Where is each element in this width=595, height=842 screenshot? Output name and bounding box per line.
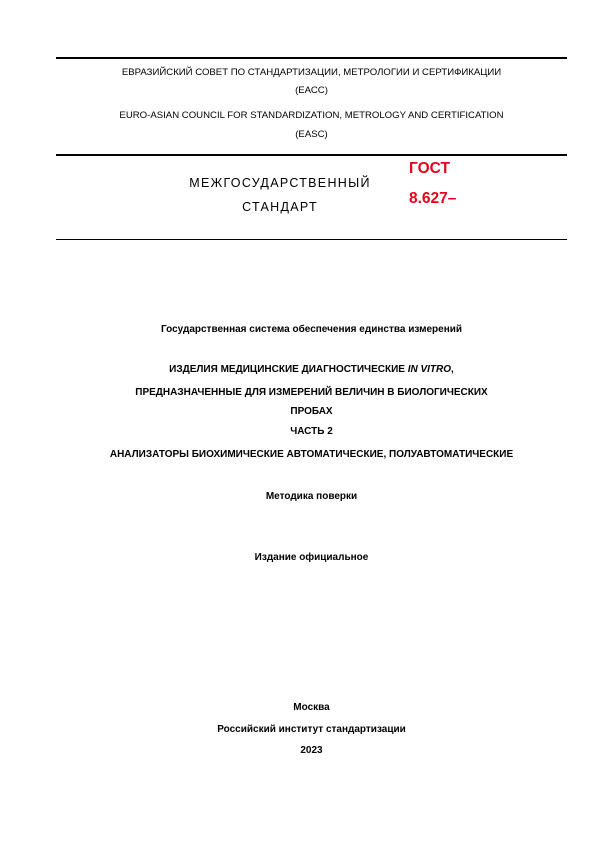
- system-title: Государственная система обеспечения единства измерений: [160, 324, 463, 335]
- council-abbr-ru: (ЕАСС): [295, 85, 328, 96]
- imprint-year: 2023: [300, 745, 323, 756]
- standard-type-line1: МЕЖГОСУДАРСТВЕННЫЙ: [189, 176, 371, 190]
- title-part: ЧАСТЬ 2: [290, 426, 333, 437]
- standard-rule: [56, 239, 567, 240]
- edition-label: Издание официальное: [254, 552, 369, 563]
- title-line1: [56, 364, 567, 376]
- gost-number: 8.627–: [409, 190, 457, 207]
- council-name-ru: ЕВРАЗИЙСКИЙ СОВЕТ ПО СТАНДАРТИЗАЦИИ, МЕТРОЛОГИИ И СЕРТИФИКАЦИИ: [121, 67, 502, 78]
- top-rule: [56, 57, 567, 59]
- standard-type-line2: СТАНДАРТ: [242, 200, 318, 214]
- title-line3: ПРОБАХ: [290, 406, 333, 417]
- council-abbr-en: (EASC): [295, 129, 328, 140]
- imprint-publisher: Российский институт стандартизации: [217, 724, 406, 735]
- title-line1-end: ,: [451, 364, 454, 375]
- title-line2: ПРЕДНАЗНАЧЕННЫЕ ДЛЯ ИЗМЕРЕНИЙ ВЕЛИЧИН В БИОЛОГИЧЕСКИХ: [135, 387, 488, 398]
- gost-label: ГОСТ: [409, 160, 450, 177]
- title-line1-main: ИЗДЕЛИЯ МЕДИЦИНСКИЕ ДИАГНОСТИЧЕСКИЕ: [169, 364, 408, 375]
- imprint-city: Москва: [293, 702, 330, 713]
- method-title: Методика поверки: [265, 491, 358, 502]
- title-in-vitro: IN VITRO: [407, 364, 452, 375]
- header-rule: [56, 154, 567, 156]
- council-name-en: EURO-ASIAN COUNCIL FOR STANDARDIZATION, METROLOGY AND CERTIFICATION: [119, 110, 504, 121]
- title-subtitle: АНАЛИЗАТОРЫ БИОХИМИЧЕСКИЕ АВТОМАТИЧЕСКИЕ, ПОЛУАВТОМАТИЧЕСКИЕ: [109, 449, 514, 460]
